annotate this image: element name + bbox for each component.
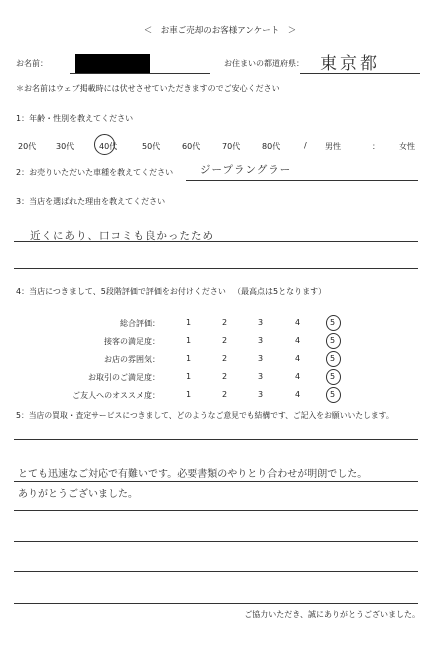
q4-label: 4：当店につきまして、5段階評価で評価をお付けください: [16, 287, 226, 296]
rating-scale-value: 2: [222, 336, 228, 345]
rating-scale-value: 3: [258, 318, 264, 327]
q1-option: 40代: [99, 142, 118, 151]
q5-line-1: [14, 439, 418, 440]
rating-item-label: ご友人へのオススメ度：: [72, 391, 160, 400]
q5-line-5: [14, 571, 418, 572]
rating-scale-value: 5: [330, 354, 336, 363]
q1-option: 70代: [222, 142, 241, 151]
q3-answer: 近くにあり、口コミも良かったため: [30, 230, 214, 242]
q5-answer-line-1: とても迅速なご対応で有難いです。必要書類のやりとり合わせが明朗でした。: [18, 469, 368, 480]
rating-scale-value: 5: [330, 318, 336, 327]
rating-scale-value: 3: [258, 354, 264, 363]
q2-underline: [186, 180, 418, 181]
rating-scale-value: 1: [186, 318, 192, 327]
q5-line-2: [14, 481, 418, 482]
q1-option: 女性: [399, 142, 415, 151]
prefecture-underline: [300, 73, 420, 74]
rating-scale-value: 3: [258, 372, 264, 381]
rating-selection-circle: [326, 369, 341, 385]
prefecture-answer: 東京都: [320, 54, 380, 74]
rating-selection-circle: [326, 351, 341, 367]
q5-answer-line-2: ありがとうございました。: [18, 489, 138, 500]
rating-scale-value: 2: [222, 372, 228, 381]
rating-scale-value: 4: [295, 318, 301, 327]
q1-option: 50代: [142, 142, 161, 151]
rating-scale-value: 1: [186, 336, 192, 345]
rating-scale-value: 2: [222, 390, 228, 399]
rating-scale-value: 4: [295, 372, 301, 381]
rating-scale-value: 4: [295, 354, 301, 363]
rating-scale-value: 5: [330, 372, 336, 381]
q1-option: 20代: [18, 142, 37, 151]
thanks-footer: ご協力いただき、誠にありがとうございました。: [244, 610, 420, 619]
rating-item-label: 総合評価：: [120, 319, 160, 328]
rating-scale-value: 3: [258, 390, 264, 399]
q1-option: 80代: [262, 142, 281, 151]
q1-option: /: [304, 141, 307, 150]
rating-item-label: お取引のご満足度：: [88, 373, 160, 382]
rating-item-label: 接客の満足度：: [104, 337, 160, 346]
q1-option: 60代: [182, 142, 201, 151]
rating-selection-circle: [326, 333, 341, 349]
rating-scale-value: 4: [295, 336, 301, 345]
selection-circle: [94, 134, 118, 155]
rating-item-label: お店の雰囲気：: [104, 355, 160, 364]
rating-scale-value: 5: [330, 390, 336, 399]
q1-option: 男性: [325, 142, 341, 151]
rating-scale-value: 4: [295, 390, 301, 399]
q5-line-4: [14, 541, 418, 542]
q1-label: 1：年齢・性別を教えてください: [16, 114, 134, 123]
survey-title: ＜ お車ご売却のお客様アンケート ＞: [143, 26, 297, 36]
q5-label: 5：当店の買取・査定サービスにつきまして、どのようなご意見でも結構です、ご記入をお願いいたします。: [16, 411, 394, 420]
rating-scale-value: 1: [186, 390, 192, 399]
privacy-note: ＊お名前はウェブ掲載時には伏せさせていただきますのでご安心ください: [16, 84, 280, 93]
q2-answer: ジープラングラー: [200, 164, 292, 176]
rating-selection-circle: [326, 315, 341, 331]
q3-line-1: [14, 241, 418, 242]
rating-scale-value: 1: [186, 354, 192, 363]
rating-scale-value: 3: [258, 336, 264, 345]
rating-selection-circle: [326, 387, 341, 403]
q2-label: 2：お売りいただいた車種を教えてください: [16, 168, 174, 177]
q1-option: 30代: [56, 142, 75, 151]
name-underline: [70, 73, 210, 74]
rating-scale-value: 2: [222, 354, 228, 363]
rating-scale-value: 5: [330, 336, 336, 345]
q1-option: ：: [372, 142, 380, 151]
rating-scale-value: 2: [222, 318, 228, 327]
redacted-name: [75, 54, 150, 73]
q5-line-6: [14, 603, 418, 604]
q5-line-3: [14, 510, 418, 511]
name-label: お名前：: [16, 59, 48, 68]
rating-scale-value: 1: [186, 372, 192, 381]
q3-label: 3：当店を選ばれた理由を教えてください: [16, 197, 166, 206]
q4-note: （最高点は5となります）: [233, 287, 327, 296]
prefecture-label: お住まいの都道府県：: [224, 59, 304, 68]
q3-line-2: [14, 268, 418, 269]
